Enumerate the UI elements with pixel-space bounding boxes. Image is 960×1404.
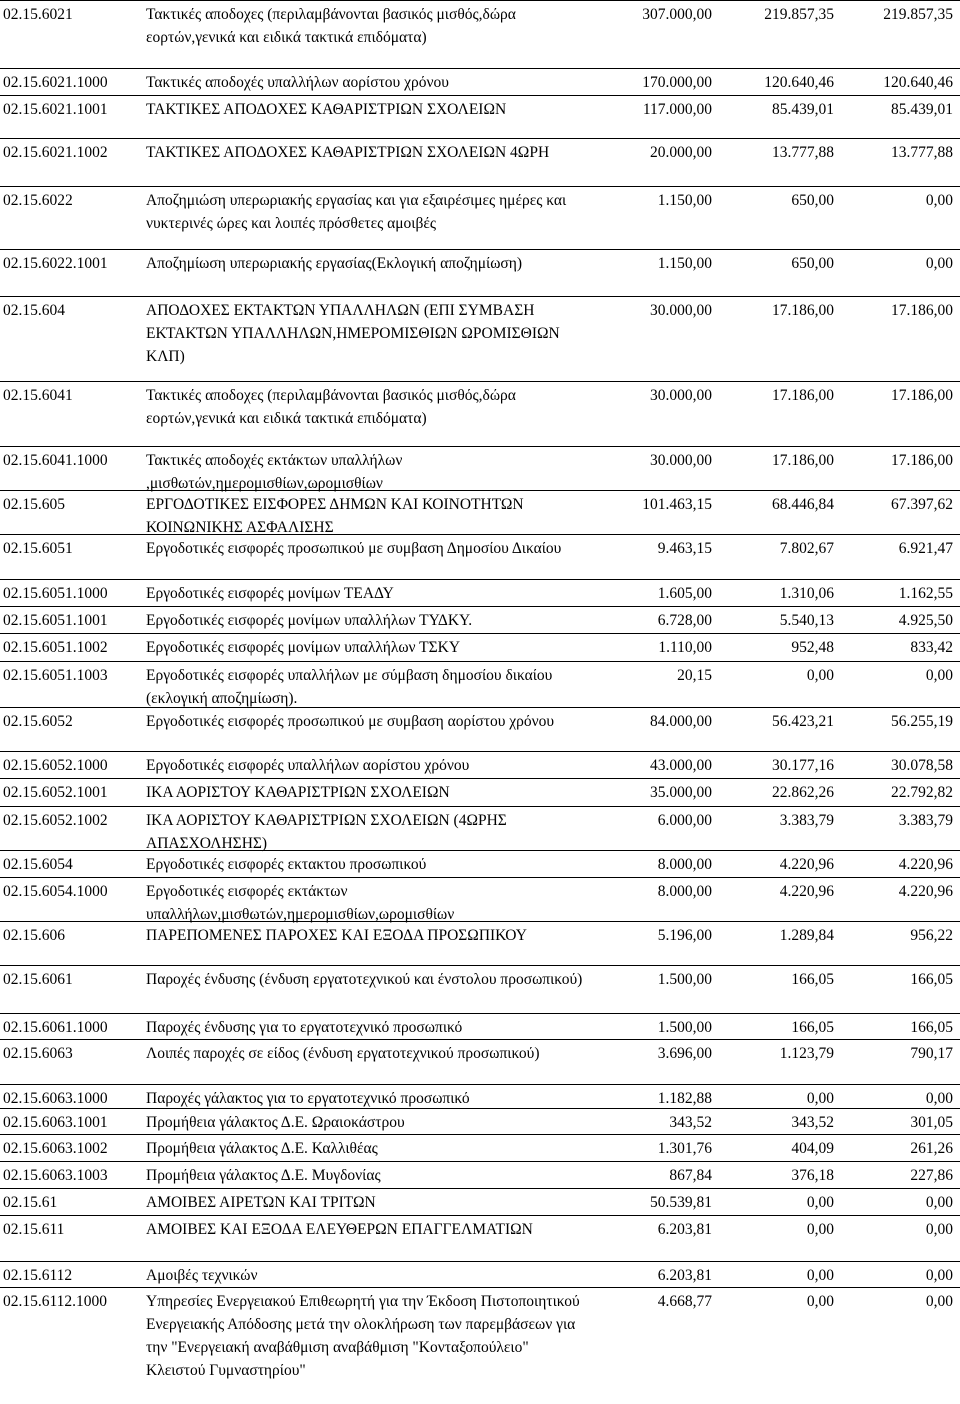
account-code: 02.15.6063.1003 <box>3 1167 108 1184</box>
paid-amount: 4.220,96 <box>898 883 953 900</box>
table-row <box>0 1261 960 1288</box>
account-code: 02.15.6021.1001 <box>3 101 108 118</box>
budget-amount: 1.500,00 <box>657 1019 712 1036</box>
table-row <box>0 490 960 535</box>
table-row <box>0 1108 960 1135</box>
account-code: 02.15.6052.1001 <box>3 784 108 801</box>
account-code: 02.15.6061 <box>3 971 73 988</box>
account-code: 02.15.6112 <box>3 1267 73 1284</box>
budget-amount: 8.000,00 <box>657 883 712 900</box>
table-row <box>0 633 960 662</box>
account-description: ΕΡΓΟΔΟΤΙΚΕΣ ΕΙΣΦΟΡΕΣ ΔΗΜΩΝ ΚΑΙ ΚΟΙΝΟΤΗΤΩΝ ΚΟΙΝΩΝΙΚΗΣ ΑΣΦΑΛΙΣΗΣ <box>146 496 524 536</box>
account-description: ΤΑΚΤΙΚΕΣ ΑΠΟΔΟΧΕΣ ΚΑΘΑΡΙΣΤΡΙΩΝ ΣΧΟΛΕΙΩΝ <box>146 101 507 118</box>
paid-amount: 956,22 <box>910 927 953 944</box>
paid-amount: 17.186,00 <box>891 302 953 319</box>
paid-amount: 833,42 <box>910 639 953 656</box>
committed-amount: 219.857,35 <box>764 6 834 23</box>
table-row <box>0 751 960 779</box>
budget-amount: 3.696,00 <box>657 1045 712 1062</box>
committed-amount: 85.439,01 <box>772 101 834 118</box>
committed-amount: 0,00 <box>806 1194 834 1211</box>
budget-amount: 84.000,00 <box>650 713 712 730</box>
account-code: 02.15.6022.1001 <box>3 255 108 272</box>
committed-amount: 17.186,00 <box>772 452 834 469</box>
paid-amount: 30.078,58 <box>891 757 953 774</box>
account-description: Εργοδοτικές εισφορές μονίμων υπαλλήλων ΤΥΔΚΥ. <box>146 612 473 629</box>
account-description: ΙΚΑ ΑΟΡΙΣΤΟΥ ΚΑΘΑΡΙΣΤΡΙΩΝ ΣΧΟΛΕΙΩΝ (4ΩΡΗΣ ΑΠΑΣΧΟΛΗΣΗΣ) <box>146 812 507 852</box>
committed-amount: 0,00 <box>806 667 834 684</box>
table-row <box>0 138 960 187</box>
table-row <box>0 68 960 96</box>
committed-amount: 17.186,00 <box>772 387 834 404</box>
account-code: 02.15.6051.1002 <box>3 639 108 656</box>
paid-amount: 0,00 <box>925 1194 953 1211</box>
paid-amount: 0,00 <box>925 1090 953 1107</box>
account-code: 02.15.6063.1000 <box>3 1090 108 1107</box>
budget-amount: 30.000,00 <box>650 452 712 469</box>
account-description: Τακτικές αποδοχές υπαλλήλων αορίστου χρόνου <box>146 74 449 91</box>
committed-amount: 1.289,84 <box>779 927 834 944</box>
account-description: ΑΜΟΙΒΕΣ ΚΑΙ ΕΞΟΔΑ ΕΛΕΥΘΕΡΩΝ ΕΠΑΓΓΕΛΜΑΤΙΩΝ <box>146 1221 533 1238</box>
budget-amount: 50.539,81 <box>650 1194 712 1211</box>
table-row <box>0 1013 960 1040</box>
budget-amount: 43.000,00 <box>650 757 712 774</box>
account-code: 02.15.6063 <box>3 1045 73 1062</box>
account-code: 02.15.6063.1001 <box>3 1114 108 1131</box>
account-description: Εργοδοτικές εισφορές υπαλλήλων με σύμβαση δημοσίου δικαίου (εκλογική αποζημίωση). <box>146 667 553 707</box>
committed-amount: 166,05 <box>791 1019 834 1036</box>
committed-amount: 0,00 <box>806 1267 834 1284</box>
budget-amount: 117.000,00 <box>642 101 712 118</box>
account-description: Αποζημίωση υπερωριακής εργασίας(Εκλογική αποζημίωση) <box>146 255 523 272</box>
account-code: 02.15.6061.1000 <box>3 1019 108 1036</box>
account-description: Υπηρεσίες Ενεργειακού Επιθεωρητή για την Έκδοση Πιστοποιητικού Ενεργειακής Απόδοσης μετά την ολοκλήρωση των παρεμβάσεων για την "Ενεργειακή αναβάθμιση αναβάθμιση "Κονταξοπούλειο" Κλειστού Γυμναστηρίου" <box>146 1293 580 1379</box>
table-row <box>0 1287 960 1404</box>
account-description: Τακτικές αποδοχες (περιλαμβάνονται βασικός μισθός,δώρα εορτών,γενικά και ειδικά τακτικά επιδόματα) <box>146 387 516 427</box>
table-row <box>0 249 960 297</box>
paid-amount: 4.220,96 <box>898 856 953 873</box>
committed-amount: 7.802,67 <box>779 540 834 557</box>
committed-amount: 30.177,16 <box>772 757 834 774</box>
table-row <box>0 95 960 139</box>
committed-amount: 0,00 <box>806 1293 834 1310</box>
account-code: 02.15.611 <box>3 1221 65 1238</box>
committed-amount: 343,52 <box>791 1114 834 1131</box>
paid-amount: 3.383,79 <box>898 812 953 829</box>
account-description: ΙΚΑ ΑΟΡΙΣΤΟΥ ΚΑΘΑΡΙΣΤΡΙΩΝ ΣΧΟΛΕΙΩΝ <box>146 784 450 801</box>
account-description: Εργοδοτικές εισφορές προσωπικού με συμβαση Δημοσίου Δικαίου <box>146 540 562 557</box>
table-row <box>0 296 960 382</box>
committed-amount: 0,00 <box>806 1090 834 1107</box>
table-row <box>0 850 960 878</box>
account-description: Τακτικές αποδοχες (περιλαμβάνονται βασικός μισθός,δώρα εορτών,γενικά και ειδικά τακτικά επιδόματα) <box>146 6 516 46</box>
budget-amount: 20,15 <box>677 667 712 684</box>
account-code: 02.15.6022 <box>3 192 73 209</box>
paid-amount: 261,26 <box>910 1140 953 1157</box>
account-description: Εργοδοτικές εισφορές εκτακτου προσωπικού <box>146 856 427 873</box>
account-description: Αποζημιώση υπερωριακής εργασίας και για εξαιρέσιμες ημέρες και νυκτερινές ώρες και λοιπές πρόσθετες αμοιβές <box>146 192 567 232</box>
committed-amount: 13.777,88 <box>772 144 834 161</box>
budget-amount: 5.196,00 <box>657 927 712 944</box>
paid-amount: 120.640,46 <box>883 74 953 91</box>
committed-amount: 17.186,00 <box>772 302 834 319</box>
account-description: Προμήθεια γάλακτος Δ.Ε. Μυγδονίας <box>146 1167 381 1184</box>
committed-amount: 5.540,13 <box>779 612 834 629</box>
budget-amount: 1.500,00 <box>657 971 712 988</box>
budget-amount: 9.463,15 <box>657 540 712 557</box>
table-row <box>0 579 960 607</box>
committed-amount: 3.383,79 <box>779 812 834 829</box>
paid-amount: 0,00 <box>925 192 953 209</box>
table-row <box>0 921 960 966</box>
table-row <box>0 186 960 250</box>
account-code: 02.15.6112.1000 <box>3 1293 108 1310</box>
account-description: Προμήθεια γάλακτος Δ.Ε. Καλλιθέας <box>146 1140 378 1157</box>
paid-amount: 166,05 <box>910 971 953 988</box>
account-code: 02.15.6052.1002 <box>3 812 108 829</box>
budget-amount: 30.000,00 <box>650 387 712 404</box>
table-row <box>0 446 960 491</box>
account-code: 02.15.604 <box>3 302 65 319</box>
account-code: 02.15.605 <box>3 496 65 513</box>
account-code: 02.15.6054.1000 <box>3 883 108 900</box>
account-description: Λοιπές παροχές σε είδος (ένδυση εργατοτεχνικού προσωπικού) <box>146 1045 540 1062</box>
account-description: Προμήθεια γάλακτος Δ.Ε. Ωραιοκάστρου <box>146 1114 405 1131</box>
paid-amount: 0,00 <box>925 1293 953 1310</box>
account-description: ΤΑΚΤΙΚΕΣ ΑΠΟΔΟΧΕΣ ΚΑΘΑΡΙΣΤΡΙΩΝ ΣΧΟΛΕΙΩΝ 4ΩΡΗ <box>146 144 550 161</box>
account-description: ΑΜΟΙΒΕΣ ΑΙΡΕΤΩΝ ΚΑΙ ΤΡΙΤΩΝ <box>146 1194 376 1211</box>
budget-amount: 6.728,00 <box>657 612 712 629</box>
committed-amount: 1.310,06 <box>779 585 834 602</box>
budget-amount: 1.150,00 <box>657 255 712 272</box>
paid-amount: 4.925,50 <box>898 612 953 629</box>
paid-amount: 0,00 <box>925 1221 953 1238</box>
committed-amount: 166,05 <box>791 971 834 988</box>
table-row <box>0 0 960 69</box>
table-row <box>0 877 960 922</box>
committed-amount: 4.220,96 <box>779 856 834 873</box>
committed-amount: 4.220,96 <box>779 883 834 900</box>
committed-amount: 650,00 <box>791 255 834 272</box>
table-row <box>0 1134 960 1162</box>
account-code: 02.15.606 <box>3 927 65 944</box>
paid-amount: 17.186,00 <box>891 452 953 469</box>
account-description: Εργοδοτικές εισφορές υπαλλήλων αορίστου χρόνου <box>146 757 470 774</box>
table-row <box>0 381 960 447</box>
budget-amount: 6.203,81 <box>657 1267 712 1284</box>
account-code: 02.15.6054 <box>3 856 73 873</box>
account-code: 02.15.6021 <box>3 6 73 23</box>
paid-amount: 0,00 <box>925 255 953 272</box>
paid-amount: 790,17 <box>910 1045 953 1062</box>
account-code: 02.15.6051.1003 <box>3 667 108 684</box>
table-row <box>0 778 960 807</box>
budget-amount: 30.000,00 <box>650 302 712 319</box>
account-code: 02.15.6041.1000 <box>3 452 108 469</box>
account-code: 02.15.6041 <box>3 387 73 404</box>
committed-amount: 22.862,26 <box>772 784 834 801</box>
paid-amount: 0,00 <box>925 667 953 684</box>
account-code: 02.15.6021.1002 <box>3 144 108 161</box>
account-description: Εργοδοτικές εισφορές εκτάκτων υπαλλήλων,μισθωτών,ημερομισθίων,ωρομισθίων <box>146 883 455 923</box>
account-description: Παροχές γάλακτος για το εργατοτεχνικό προσωπικό <box>146 1090 470 1107</box>
account-description: Εργοδοτικές εισφορές μονίμων ΤΕΑΔΥ <box>146 585 394 602</box>
account-description: ΑΠΟΔΟΧΕΣ ΕΚΤΑΚΤΩΝ ΥΠΑΛΛΗΛΩΝ (ΕΠΙ ΣΥΜΒΑΣΗ ΕΚΤΑΚΤΩΝ ΥΠΑΛΛΗΛΩΝ,ΗΜΕΡΟΜΙΣΘΙΩΝ ΩΡΟΜΙΣΘΙΩΝ ΚΛΠ) <box>146 302 560 365</box>
account-description: Τακτικές αποδοχές εκτάκτων υπαλλήλων ,μισθωτών,ημερομισθίων,ωρομισθίων <box>146 452 403 492</box>
paid-amount: 227,86 <box>910 1167 953 1184</box>
table-row <box>0 806 960 851</box>
budget-amount: 1.182,88 <box>657 1090 712 1107</box>
paid-amount: 1.162,55 <box>898 585 953 602</box>
budget-amount: 1.605,00 <box>657 585 712 602</box>
table-row <box>0 1084 960 1109</box>
account-code: 02.15.61 <box>3 1194 58 1211</box>
paid-amount: 56.255,19 <box>891 713 953 730</box>
paid-amount: 22.792,82 <box>891 784 953 801</box>
budget-amount: 6.000,00 <box>657 812 712 829</box>
table-row <box>0 606 960 634</box>
committed-amount: 120.640,46 <box>764 74 834 91</box>
paid-amount: 166,05 <box>910 1019 953 1036</box>
account-description: Παροχές ένδυσης για το εργατοτεχνικό προσωπικό <box>146 1019 463 1036</box>
table-row <box>0 1161 960 1189</box>
table-row <box>0 1188 960 1216</box>
table-row <box>0 534 960 580</box>
account-description: ΠΑΡΕΠΟΜΕΝΕΣ ΠΑΡΟΧΕΣ ΚΑΙ ΕΞΟΔΑ ΠΡΟΣΩΠΙΚΟΥ <box>146 927 527 944</box>
account-description: Εργοδοτικές εισφορές προσωπικού με συμβαση αορίστου χρόνου <box>146 713 555 730</box>
account-code: 02.15.6051.1001 <box>3 612 108 629</box>
paid-amount: 67.397,62 <box>891 496 953 513</box>
budget-amount: 170.000,00 <box>642 74 712 91</box>
table-row <box>0 1215 960 1262</box>
committed-amount: 404,09 <box>791 1140 834 1157</box>
table-row <box>0 661 960 708</box>
account-description: Εργοδοτικές εισφορές μονίμων υπαλλήλων ΤΣΚΥ <box>146 639 461 656</box>
budget-amount: 1.110,00 <box>658 639 712 656</box>
paid-amount: 85.439,01 <box>891 101 953 118</box>
table-row <box>0 1039 960 1085</box>
budget-amount: 4.668,77 <box>657 1293 712 1310</box>
budget-amount: 307.000,00 <box>642 6 712 23</box>
budget-amount: 101.463,15 <box>642 496 712 513</box>
committed-amount: 56.423,21 <box>772 713 834 730</box>
account-code: 02.15.6052 <box>3 713 73 730</box>
paid-amount: 219.857,35 <box>883 6 953 23</box>
account-code: 02.15.6051 <box>3 540 73 557</box>
budget-amount: 6.203,81 <box>657 1221 712 1238</box>
account-code: 02.15.6021.1000 <box>3 74 108 91</box>
budget-amount: 20.000,00 <box>650 144 712 161</box>
budget-amount: 35.000,00 <box>650 784 712 801</box>
account-code: 02.15.6063.1002 <box>3 1140 108 1157</box>
paid-amount: 17.186,00 <box>891 387 953 404</box>
account-description: Αμοιβές τεχνικών <box>146 1267 258 1284</box>
table-row <box>0 965 960 1014</box>
paid-amount: 13.777,88 <box>891 144 953 161</box>
committed-amount: 68.446,84 <box>772 496 834 513</box>
budget-amount: 1.150,00 <box>657 192 712 209</box>
account-description: Παροχές ένδυσης (ένδυση εργατοτεχνικού και ένστολου προσωπικού) <box>146 971 583 988</box>
paid-amount: 0,00 <box>925 1267 953 1284</box>
committed-amount: 376,18 <box>791 1167 834 1184</box>
budget-amount: 867,84 <box>669 1167 712 1184</box>
budget-amount: 1.301,76 <box>657 1140 712 1157</box>
account-code: 02.15.6051.1000 <box>3 585 108 602</box>
paid-amount: 6.921,47 <box>898 540 953 557</box>
committed-amount: 0,00 <box>806 1221 834 1238</box>
paid-amount: 301,05 <box>910 1114 953 1131</box>
committed-amount: 650,00 <box>791 192 834 209</box>
table-row <box>0 707 960 752</box>
account-code: 02.15.6052.1000 <box>3 757 108 774</box>
committed-amount: 1.123,79 <box>779 1045 834 1062</box>
budget-amount: 8.000,00 <box>657 856 712 873</box>
committed-amount: 952,48 <box>791 639 834 656</box>
budget-amount: 343,52 <box>669 1114 712 1131</box>
